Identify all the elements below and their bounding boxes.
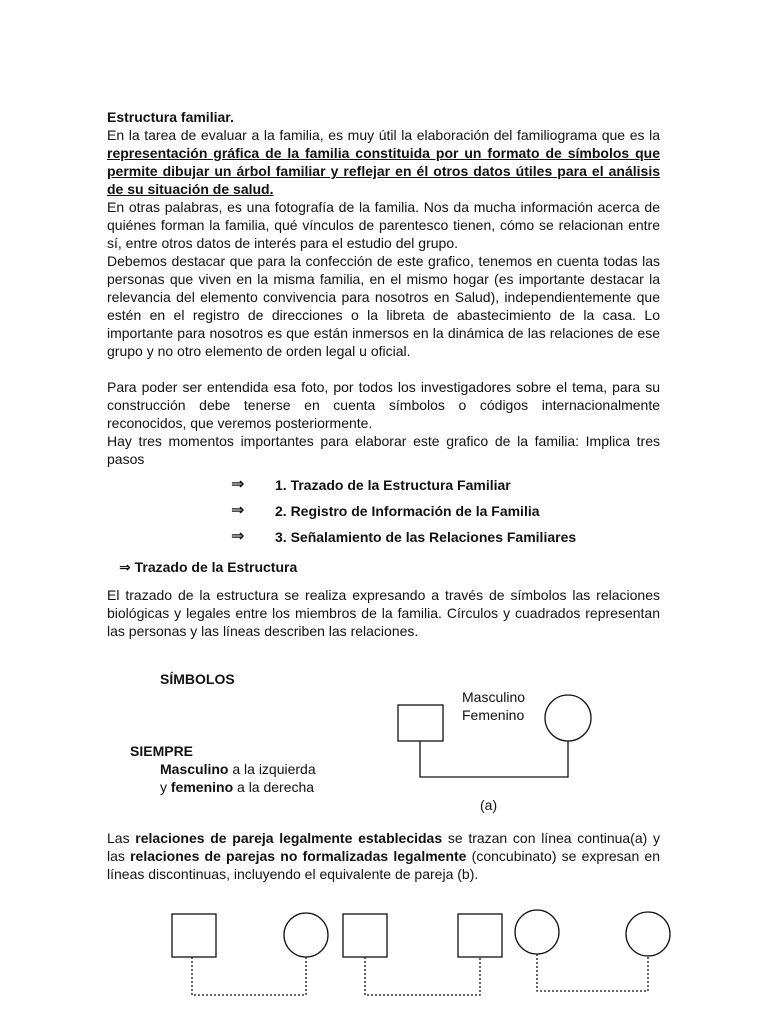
informal-union-line	[537, 954, 648, 991]
informal-union-line	[365, 957, 480, 995]
arrow-icon: ⇒	[231, 528, 245, 545]
paragraph-structure: El trazado de la estructura se realiza expresando a través de símbolos las relaciones biológicas y legales entre los miembros de la familia. Círculos y cuadrados representan las personas y las líneas describen las relaciones.	[107, 587, 660, 639]
male-square-symbol	[398, 705, 443, 741]
paragraph-household: Debemos destacar que para la confección de este grafico, tenemos en cuenta todas las personas que viven en la misma familia, en el mismo hogar (es importante destacar la relevancia del elemento convivencia para nosotros en Salud), independientemente que estén en el registro de direcciones o la libreta de abastecimiento de la casa. Lo importante para nosotros es que están inmersos en la dinámica de las relaciones de ese grupo y no otro elemento de orden legal u oficial.	[107, 253, 660, 359]
intro-text: En la tarea de evaluar a la familia, es muy útil la elaboración del familiograma que es la	[107, 127, 660, 143]
rule-line-2: y femenino a la derecha	[160, 779, 315, 795]
female-circle-symbol	[515, 910, 559, 954]
male-square-symbol	[343, 914, 387, 957]
step-label: 3. Señalamiento de las Relaciones Familiares	[275, 529, 577, 545]
step-label: 1. Trazado de la Estructura Familiar	[275, 477, 511, 493]
paragraph-photo: En otras palabras, es una fotografía de la familia. Nos da mucha información acerca de quiénes forman la familia, qué vínculos de parentesco tienen, cómo se relacionan entre sí, entre otros datos de interés para el estudio del grupo.	[107, 199, 660, 251]
female-circle-symbol	[626, 912, 670, 956]
legal-union-line	[420, 741, 568, 777]
intro-definition: representación gráfica de la familia constituida por un formato de símbolos que permite dibujar un árbol familiar y reflejar en él otros datos útiles para el análisis de su situación de salud.	[107, 145, 660, 197]
figure-a-caption: (a)	[480, 797, 498, 813]
female-circle-symbol	[284, 913, 328, 957]
informal-union-line	[192, 957, 306, 995]
document-title: Estructura familiar.	[107, 109, 234, 125]
femenino-label: Femenino	[462, 707, 525, 723]
rule-line-1: Masculino a la izquierda	[160, 761, 316, 777]
male-square-symbol	[172, 914, 216, 957]
step-label: 2. Registro de Información de la Familia	[275, 503, 540, 519]
paragraph-symbols: Para poder ser entendida esa foto, por todos los investigadores sobre el tema, para su construcción debe tenerse en cuenta símbolos o códigos internacionalmente reconocidos, que veremos posteriormente.	[107, 379, 660, 431]
masculino-label: Masculino	[462, 689, 526, 705]
female-circle-symbol	[545, 695, 591, 741]
paragraph-relations: Las relaciones de pareja legalmente establecidas se trazan con línea continua(a) y las relaciones de parejas no formalizadas legalmente (concubinato) se expresan en líneas discontinuas, incluyendo el equivalente de pareja (b).	[107, 830, 660, 882]
male-square-symbol	[458, 914, 502, 957]
arrow-icon: ⇒	[231, 476, 245, 493]
siempre-heading: SIEMPRE	[130, 743, 194, 759]
paragraph-steps-intro: Hay tres momentos importantes para elaborar este grafico de la familia: Implica tres pasos	[107, 433, 660, 467]
section-subheading: ⇒ Trazado de la Estructura	[119, 559, 298, 575]
symbols-heading: SÍMBOLOS	[160, 671, 235, 687]
arrow-icon: ⇒	[231, 502, 245, 519]
